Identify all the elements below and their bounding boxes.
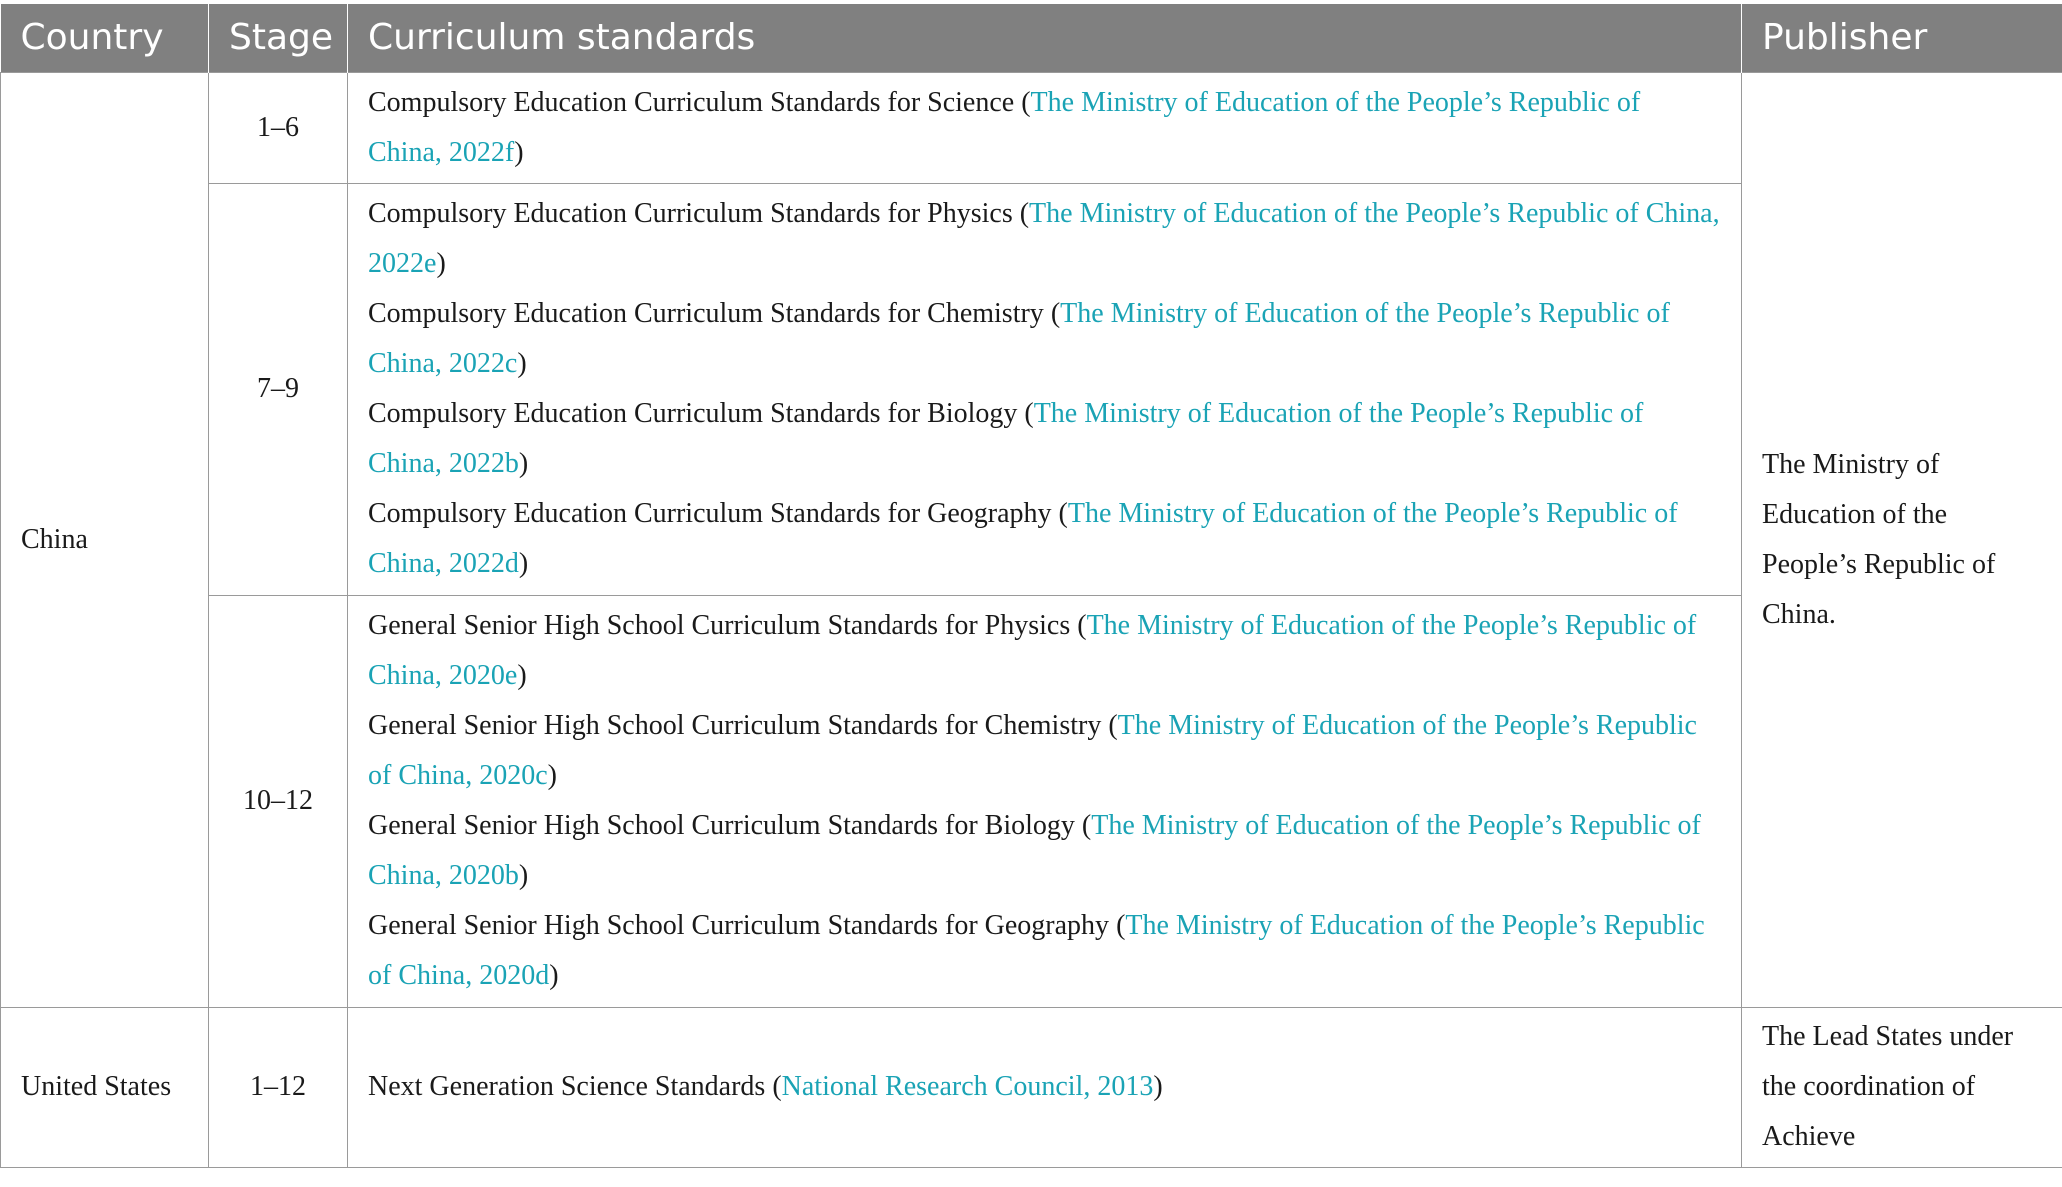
citation-link[interactable]: The Ministry of Education of the People’s Republic of China, 2022b: [368, 398, 1644, 479]
stage-cell: 10–12: [209, 595, 348, 1007]
standard-entry: General Senior High School Curriculum Standards for Biology (The Ministry of Education of the People’s Republic of China, 2020b): [368, 810, 1701, 891]
standard-title: General Senior High School Curriculum Standards for Physics: [368, 610, 1071, 641]
standards-cell: [348, 183, 1742, 595]
standard-entry: Compulsory Education Curriculum Standards for Chemistry (The Ministry of Education of the People’s Republic of China, 2022c): [368, 298, 1670, 379]
standards-cell: Compulsory Education Curriculum Standards for Science (The Ministry of Education of the People’s Republic of China, 2022f): [348, 72, 1742, 183]
header-country: Country: [1, 4, 209, 72]
table-row-united-states: [1, 1007, 2062, 1167]
standard-entry: Compulsory Education Curriculum Standards for Geography (The Ministry of Education of the People’s Republic of China, 2022d): [368, 498, 1678, 579]
citation-link[interactable]: The Ministry of Education of the People’s Republic of China, 2020c: [368, 710, 1697, 791]
stage-cell: 1–6: [209, 72, 348, 183]
header-stage: Stage: [209, 4, 348, 72]
standard-title: Compulsory Education Curriculum Standards for Science: [368, 86, 1015, 118]
publisher-united-states: The Lead States under the coordination of Achieve: [1742, 1007, 2062, 1167]
standard-entry: General Senior High School Curriculum Standards for Chemistry (The Ministry of Education of the People’s Republic of China, 2020c): [368, 710, 1697, 791]
country-china: China: [1, 72, 209, 1007]
standards-cell: [348, 595, 1742, 1007]
citation-link[interactable]: The Ministry of Education of the People’s Republic of China, 2020d: [368, 910, 1705, 991]
country-united-states: United States: [1, 1007, 209, 1167]
citation-link[interactable]: The Ministry of Education of the People’s Republic of China, 2020b: [368, 810, 1701, 891]
standard-title: Compulsory Education Curriculum Standards for Geography: [368, 498, 1052, 529]
standard-entry: Compulsory Education Curriculum Standards for Physics (The Ministry of Education of the People’s Republic of China, 2022e): [368, 198, 1720, 279]
standard-title: General Senior High School Curriculum Standards for Chemistry: [368, 710, 1102, 741]
standard-entry: General Senior High School Curriculum Standards for Physics (The Ministry of Education of the People’s Republic of China, 2020e): [368, 610, 1697, 691]
table-row-china-1-6: [1, 72, 2062, 183]
standard-title: General Senior High School Curriculum Standards for Biology: [368, 810, 1075, 841]
standard-title: Compulsory Education Curriculum Standards for Physics: [368, 198, 1013, 229]
header-publisher: Publisher: [1742, 4, 2062, 72]
standard-entry: Compulsory Education Curriculum Standards for Biology (The Ministry of Education of the People’s Republic of China, 2022b): [368, 398, 1644, 479]
standard-entry: General Senior High School Curriculum Standards for Geography (The Ministry of Education of the People’s Republic of China, 2020d): [368, 910, 1705, 991]
stage-cell: 7–9: [209, 183, 348, 595]
citation-link[interactable]: The Ministry of Education of the People’s Republic of China, 2022f: [368, 86, 1641, 168]
standard-title: General Senior High School Curriculum Standards for Geography: [368, 910, 1110, 941]
citation-link[interactable]: The Ministry of Education of the People’s Republic of China, 2020e: [368, 610, 1697, 691]
stage-cell: 1–12: [209, 1007, 348, 1167]
citation-link[interactable]: The Ministry of Education of the People’s Republic of China, 2022c: [368, 298, 1670, 379]
publisher-china: The Ministry of Education of the People’s Republic of China.: [1742, 72, 2062, 1007]
standard-title: Next Generation Science Standards: [368, 1071, 766, 1102]
curriculum-standards-table: [0, 4, 2062, 1168]
header-row: [1, 4, 2062, 72]
standard-title: Compulsory Education Curriculum Standards for Chemistry: [368, 298, 1044, 329]
citation-link[interactable]: The Ministry of Education of the People’s Republic of China, 2022d: [368, 498, 1678, 579]
standards-cell: Next Generation Science Standards (National Research Council, 2013): [348, 1007, 1742, 1167]
standard-title: Compulsory Education Curriculum Standards for Biology: [368, 398, 1018, 429]
header-curriculum-standards: Curriculum standards: [348, 4, 1742, 72]
citation-link[interactable]: The Ministry of Education of the People’s Republic of China, 2022e: [368, 198, 1720, 279]
citation-link[interactable]: National Research Council, 2013: [781, 1071, 1154, 1102]
